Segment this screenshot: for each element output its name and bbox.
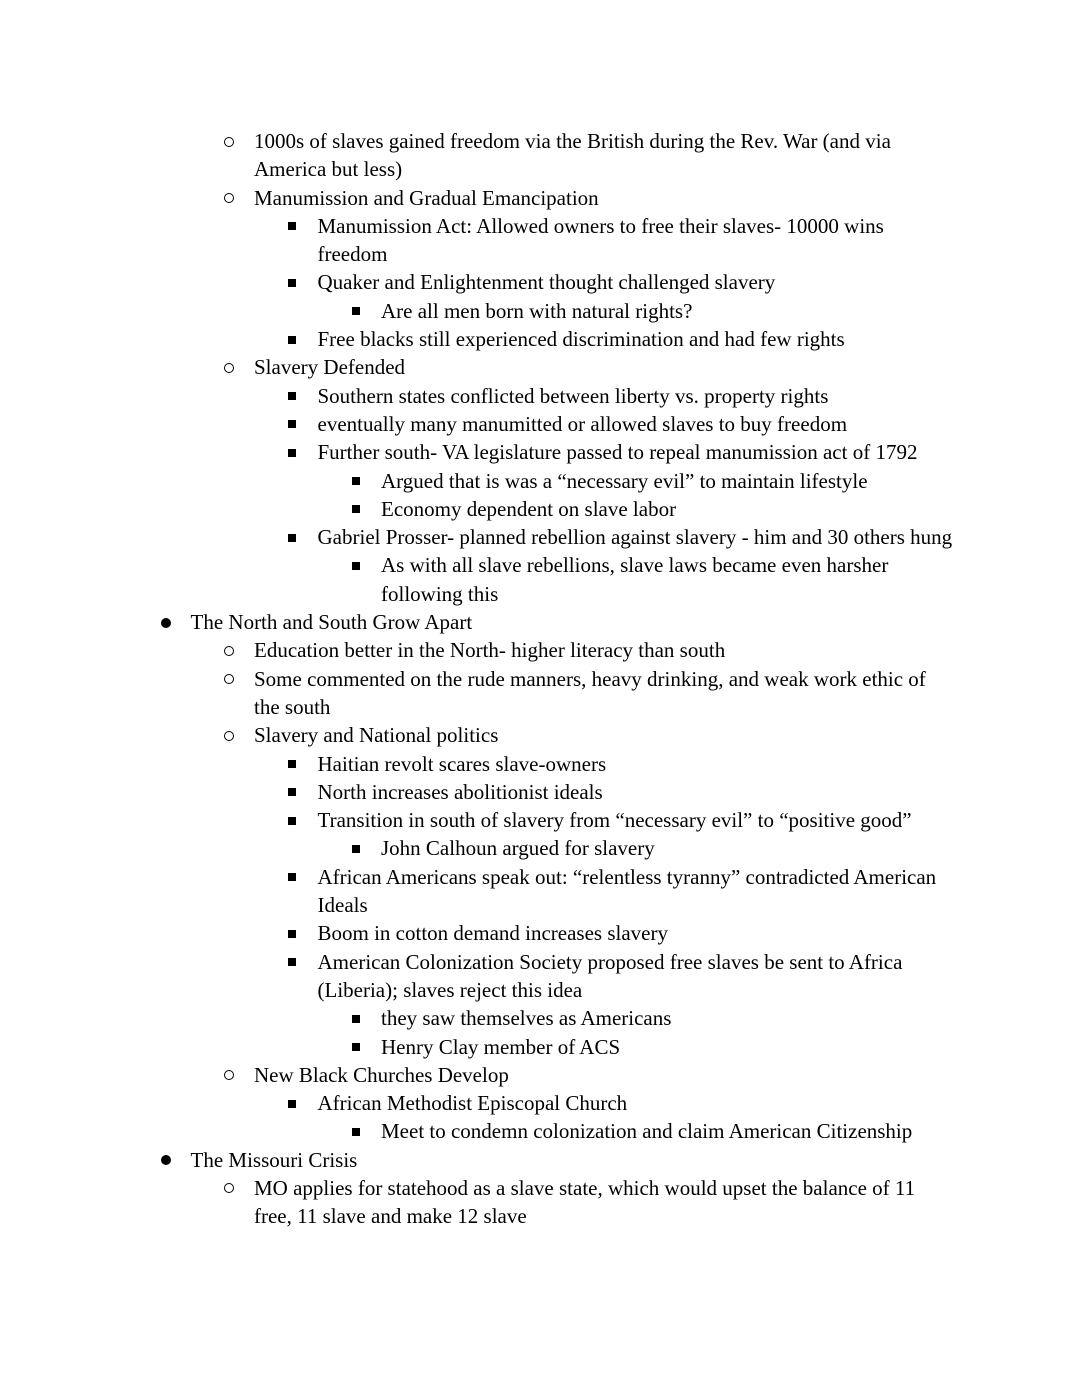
list-item-text: The Missouri Crisis — [190, 1147, 358, 1172]
list-item — [127, 806, 953, 834]
list-item-text: Haitian revolt scares slave-owners — [317, 751, 607, 776]
list-item — [127, 297, 953, 325]
list-item-text: Manumission Act: Allowed owners to free their slaves- 10000 wins freedom — [317, 213, 884, 267]
square-bullet-icon — [288, 336, 296, 344]
square-bullet-icon — [288, 279, 296, 287]
list-item-text: Gabriel Prosser- planned rebellion against slavery - him and 30 others hung — [317, 525, 953, 550]
circle-bullet-icon — [224, 1183, 234, 1193]
list-item — [127, 863, 953, 920]
list-item-text: eventually many manumitted or allowed slaves to buy freedom — [317, 411, 848, 436]
square-bullet-icon — [288, 222, 296, 230]
list-item — [127, 212, 953, 269]
list-item-text: Economy dependent on slave labor — [381, 496, 677, 521]
circle-bullet-icon — [224, 674, 234, 684]
list-item-text: MO applies for statehood as a slave state, which would upset the balance of 11 free, 11 slave and make 12 slave — [254, 1175, 916, 1229]
list-item — [127, 1146, 953, 1174]
square-bullet-icon — [288, 420, 296, 428]
list-item — [127, 1033, 953, 1061]
list-item-text: African Americans speak out: “relentless tyranny” contradicted American Ideals — [317, 864, 937, 918]
list-item — [127, 750, 953, 778]
list-item — [127, 438, 953, 466]
list-item-text: Argued that is was a “necessary evil” to maintain lifestyle — [381, 468, 868, 493]
disc-bullet-icon — [161, 1155, 171, 1165]
list-item — [127, 268, 953, 296]
square-bullet-icon — [288, 449, 296, 457]
disc-bullet-icon — [161, 618, 171, 628]
list-item-text: Are all men born with natural rights? — [381, 298, 693, 323]
list-item — [127, 948, 953, 1005]
list-item — [127, 467, 953, 495]
list-item — [127, 608, 953, 636]
circle-bullet-icon — [224, 1070, 234, 1080]
square-bullet-icon — [288, 534, 296, 542]
list-item-text: Some commented on the rude manners, heavy drinking, and weak work ethic of the south — [254, 666, 926, 719]
list-item — [127, 919, 953, 947]
list-item — [127, 325, 953, 353]
square-bullet-icon — [352, 1128, 360, 1136]
list-item — [127, 184, 953, 212]
list-item — [127, 382, 953, 410]
list-item-text: Further south- VA legislature passed to repeal manumission act of 1792 — [317, 440, 918, 465]
circle-bullet-icon — [224, 731, 234, 741]
square-bullet-icon — [352, 1015, 360, 1023]
list-item — [127, 127, 953, 184]
list-item-text: New Black Churches Develop — [254, 1062, 509, 1087]
list-item-text: Free blacks still experienced discrimination and had few rights — [317, 327, 845, 352]
list-item — [127, 523, 953, 551]
list-item-text: Manumission and Gradual Emancipation — [254, 185, 599, 210]
square-bullet-icon — [352, 307, 360, 315]
circle-bullet-icon — [224, 193, 234, 203]
list-item-text: 1000s of slaves gained freedom via the British during the Rev. War (and via America but less) — [254, 129, 891, 182]
list-item-text: Slavery and National politics — [254, 723, 499, 748]
list-item-text: Education better in the North- higher literacy than south — [254, 638, 726, 663]
square-bullet-icon — [352, 477, 360, 485]
list-item-text: Quaker and Enlightenment thought challenged slavery — [317, 270, 776, 295]
list-item — [127, 1089, 953, 1117]
list-item-text: Transition in south of slavery from “necessary evil” to “positive good” — [317, 808, 912, 833]
square-bullet-icon — [288, 817, 296, 825]
list-item — [127, 1117, 953, 1145]
list-item-text: North increases abolitionist ideals — [317, 779, 603, 804]
list-item-text: Southern states conflicted between liberty vs. property rights — [317, 383, 829, 408]
circle-bullet-icon — [224, 363, 234, 373]
list-item-text: Henry Clay member of ACS — [381, 1034, 621, 1059]
list-item — [127, 1061, 953, 1089]
list-item — [127, 721, 953, 749]
list-item — [127, 1174, 953, 1231]
list-item-text: Slavery Defended — [254, 355, 406, 380]
square-bullet-icon — [352, 562, 360, 570]
square-bullet-icon — [352, 505, 360, 513]
square-bullet-icon — [288, 873, 296, 881]
list-item — [127, 834, 953, 862]
list-item — [127, 665, 953, 722]
list-item-text: John Calhoun argued for slavery — [381, 836, 655, 861]
list-item — [127, 353, 953, 381]
list-item — [127, 410, 953, 438]
circle-bullet-icon — [224, 646, 234, 656]
square-bullet-icon — [352, 845, 360, 853]
list-item — [127, 551, 953, 608]
list-item-text: The North and South Grow Apart — [190, 610, 473, 635]
square-bullet-icon — [288, 958, 296, 966]
list-item-text: As with all slave rebellions, slave laws became even harsher following this — [381, 553, 889, 606]
square-bullet-icon — [288, 788, 296, 796]
square-bullet-icon — [288, 760, 296, 768]
list-item-text: African Methodist Episcopal Church — [317, 1091, 628, 1116]
square-bullet-icon — [288, 930, 296, 938]
list-item-text: they saw themselves as Americans — [381, 1006, 672, 1031]
list-item-text: Boom in cotton demand increases slavery — [317, 921, 668, 946]
list-item-text: Meet to condemn colonization and claim American Citizenship — [381, 1119, 913, 1144]
list-item — [127, 495, 953, 523]
list-item — [127, 778, 953, 806]
list-item — [127, 636, 953, 664]
square-bullet-icon — [352, 1043, 360, 1051]
circle-bullet-icon — [224, 137, 234, 147]
list-item-text: American Colonization Society proposed free slaves be sent to Africa (Liberia); slaves reject this idea — [317, 949, 903, 1002]
list-item — [127, 1004, 953, 1032]
square-bullet-icon — [288, 1100, 296, 1108]
outline-list — [127, 127, 953, 1231]
square-bullet-icon — [288, 392, 296, 400]
